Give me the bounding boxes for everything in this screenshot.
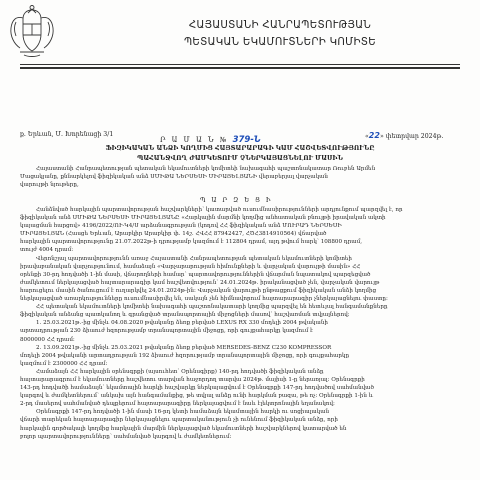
body-line: 2-րդ մասերով սահմանված դեպքերում հայտարարագիրը ներկայացվում է նաև էլեկտրոնային եղանակով: — [20, 401, 335, 408]
intro-paragraph — [20, 165, 463, 189]
body-line: կազմում է 2300000 ՀՀ դրամ: — [20, 360, 108, 367]
header-divider-thick — [20, 67, 460, 69]
body-line: ՀՀ պետական եկամուտների կոմիտեի նախագահի պաշտոնակատարի կողմից պարզվել են հետևյալ հանգամանքները — [36, 304, 388, 311]
body-line: արտադրության 230 ձիաուժ հզորությամբ տրանսպորտային միջոցը, որի գույքահարկը կազմում է — [20, 328, 314, 335]
intro-line: Մացակյանը, քննարկելով ֆիզիկական անձ ՍՄԻԹԱ ՆԵՐՍԵՍԻ ՄԻՐԱՅԵԼՅԱՆԻ վերաբերյալ վարչական — [20, 174, 328, 181]
body-line: Հանձնված հարկային պարտավորության հաշվարկների՝ կատարված ուսումնասիրությունների արդյունքում պարզվել է, որ — [36, 207, 403, 213]
body-line: տույժ 4004 դրամ: — [20, 247, 74, 254]
body-line: բոլոր պարտավորությունները՝ սահմանված կարգով և ժամկետներում: — [20, 433, 232, 440]
body-line: ժամկետում ներկայացված հայտարարագիր կամ հաշվետվություն՝ 24.01.2024թ. իրականացված չեն, վարչական վարույթ — [20, 279, 380, 286]
section-heading: Պ Ա Ր Զ Ե Ց Ի — [200, 197, 273, 204]
body-line: Օրենսգրքի 147-րդ հոդվածի 1-ին մասի 16-րդ կետի համաձայն եկամտային հարկի ու սոցիալական — [36, 409, 330, 416]
date-suffix: » փետրվար 2024թ. — [379, 133, 444, 140]
body-line: Համաձայն ՀՀ հարկային օրենսգրքի (այսուհետ՝ Օրենսգիրք) 140-րդ հոդվածի ֆիզիկական անձը — [36, 368, 324, 375]
body-line: իրավաբանական վարչությունում, համաձայն «Վարչարարության հիմունքների և վարչական վարույթի մասին» ՀՀ — [20, 263, 361, 270]
body-line: ֆիզիկական անձ ՍՄԻԹԱ ՆԵՐՍԵՍԻ ՄԻՐԱՅԵԼՅԱՆԸ «Հարկային մարմնի կողմից անհատական բնույթի իրավական ակտի — [20, 215, 386, 222]
date-handwritten-day: 22 — [368, 131, 380, 140]
body-line: վճարի տարեկան հայտարարագիր ներկայացնելու պարտականություն չի ունենում ֆիզիկական անձը, որի — [20, 417, 338, 424]
body-line: կայացման հարցով» 4196/2022/ՈՒ-Կ4/Ս արձանագրության (կոդով ՀՀ ֆիզիկական անձ ՄՈՒՐԱԴ ՆԵՐՍԵՍԻ — [20, 223, 342, 230]
intro-line: վարույթի նյութերը, — [20, 182, 79, 189]
body-text — [20, 206, 463, 441]
coat-of-arms-icon — [6, 4, 58, 60]
body-line: Վերոնշյալ պարտավորությունն առաջ Հայաստանի Հանրապետության պետական եկամուտների կոմիտեի — [36, 255, 352, 262]
body-line: օրենքի 30-րդ հոդվածի 1-ին մասի, վճարողների համար՝ պարտավորություններին վճարման նպատակով պարզեցված — [20, 271, 371, 278]
body-line: ՄԻՐԱՅԵԼՅԱՆ (Հասցե Երևան, Արաբկիր Արաբկիր փ. 14շ. ՀՎՀՀ 87942427, ՀԾՀ3814910564) վճարված — [20, 231, 327, 238]
body-line: 2. 13.09.2021թ.-ից մինչև 25.03.2021 թվականը ձեռք բերված MERSEDES-BENZ C230 KOMPRESSOR — [36, 344, 332, 351]
body-line: կարգով և ժամկետներում՝ անկախ այն հանգամանքից, թե տվյալ անձը ունի հարկման բազա, թե ոչ: Օրենսգրքի 1-ին և — [20, 393, 374, 400]
body-line: ներկայացված առարկությունները ուսումնասիրվել են, սակայն չեն հիմնավորում հայտարարագիր չներկայացնելու փաստը: — [20, 296, 388, 303]
document-address: ք. Երևան, Մ. Խորենացի 3/1 — [20, 131, 114, 138]
org-name-line1: ՀԱՅԱՍՏԱՆԻ ՀԱՆՐԱՊԵՏՈՒԹՅԱՆ — [188, 20, 372, 31]
org-name-line2: ՊԵՏԱԿԱՆ ԵԿԱՄՈՒՏՆԵՐԻ ԿՈՄԻՏԵ — [183, 37, 377, 48]
body-line: 8000000 ՀՀ դրամ: — [20, 336, 75, 343]
intro-line: Հայաստանի Հանրապետության պետական եկամուտների կոմիտեի նախագահի պաշտոնակատար Ռուբեն Արմեն — [36, 166, 376, 172]
date-prefix: « — [365, 133, 369, 140]
order-subtitle-line1: ՖԻԶԻԿԱԿԱՆ ԱՆՁԻ ԿՈՂՄԻՑ ՀԱՅՏԱՐԱՐԱԳԻ ԿԱՄ ՀԱՇՎԵՏՎՈՒԹՅՈՒՆԸ — [105, 145, 375, 152]
body-line: հարկային պարտավորությունը 21.07.2022թ-ի դրությամբ կազմում է 112804 դրամ, այդ թվում հարկ՝ 108800 դրամ, — [20, 239, 362, 246]
body-line: ֆիզիկական անձանց պատկանող և գրանցված տրանսպորտային միջոցների մասով՝ հաշվառման տվյալներով: — [20, 312, 350, 319]
body-line: հարուցելու մասին ծանուցում է ուղարկվել 24.01.2024թ-ին: Վարչական վարույթի ընթացքում ֆիզիկական անձի կողմից — [20, 287, 377, 294]
order-title — [160, 135, 261, 145]
header-divider — [20, 64, 460, 65]
body-line: հայտարարագրում է եկամուտները հաշվետու տարվան հաջորդող տարվա 2024թ. մայիսի 1-ը ներառյալ: Օրենսգրքի — [20, 376, 365, 383]
document-date — [365, 131, 443, 140]
order-title-text: Ր Ա Մ Ա Ն № — [160, 136, 233, 144]
body-line: մոդելի 2004 թվականի արտադրության 192 ձիաուժ հզորությամբ տրանսպորտային միջոցը, որի գույքահարկը — [20, 352, 350, 359]
body-line: 143-րդ հոդվածի համաձայն՝ եկամտային հարկի հաշվարկը ներկայացվում է Օրենսգրքի 147-րդ հոդվածով սահմանված — [20, 385, 374, 392]
order-number-handwritten: 379-Ն — [232, 135, 261, 145]
order-subtitle-line2: ՊԱՀԱՆՋՎՈՂ ԺԱՄԿԵՏՈՒՄ ՉՆԵՐԿԱՅԱՑՆԵԼՈՒ ՄԱՍԻՆ — [136, 155, 344, 162]
body-line: հարկային գործակալի կողմից հարկային մարմին ներկայացված եկամուտների հաշվարկներով կատարված են — [20, 425, 347, 432]
body-line: 1. 25.03.2021թ.-ից մինչև 04.08.2020 թվականը ձեռք բերված LEXUS RX 330 մոդելի 2004 թվականի — [36, 320, 328, 327]
